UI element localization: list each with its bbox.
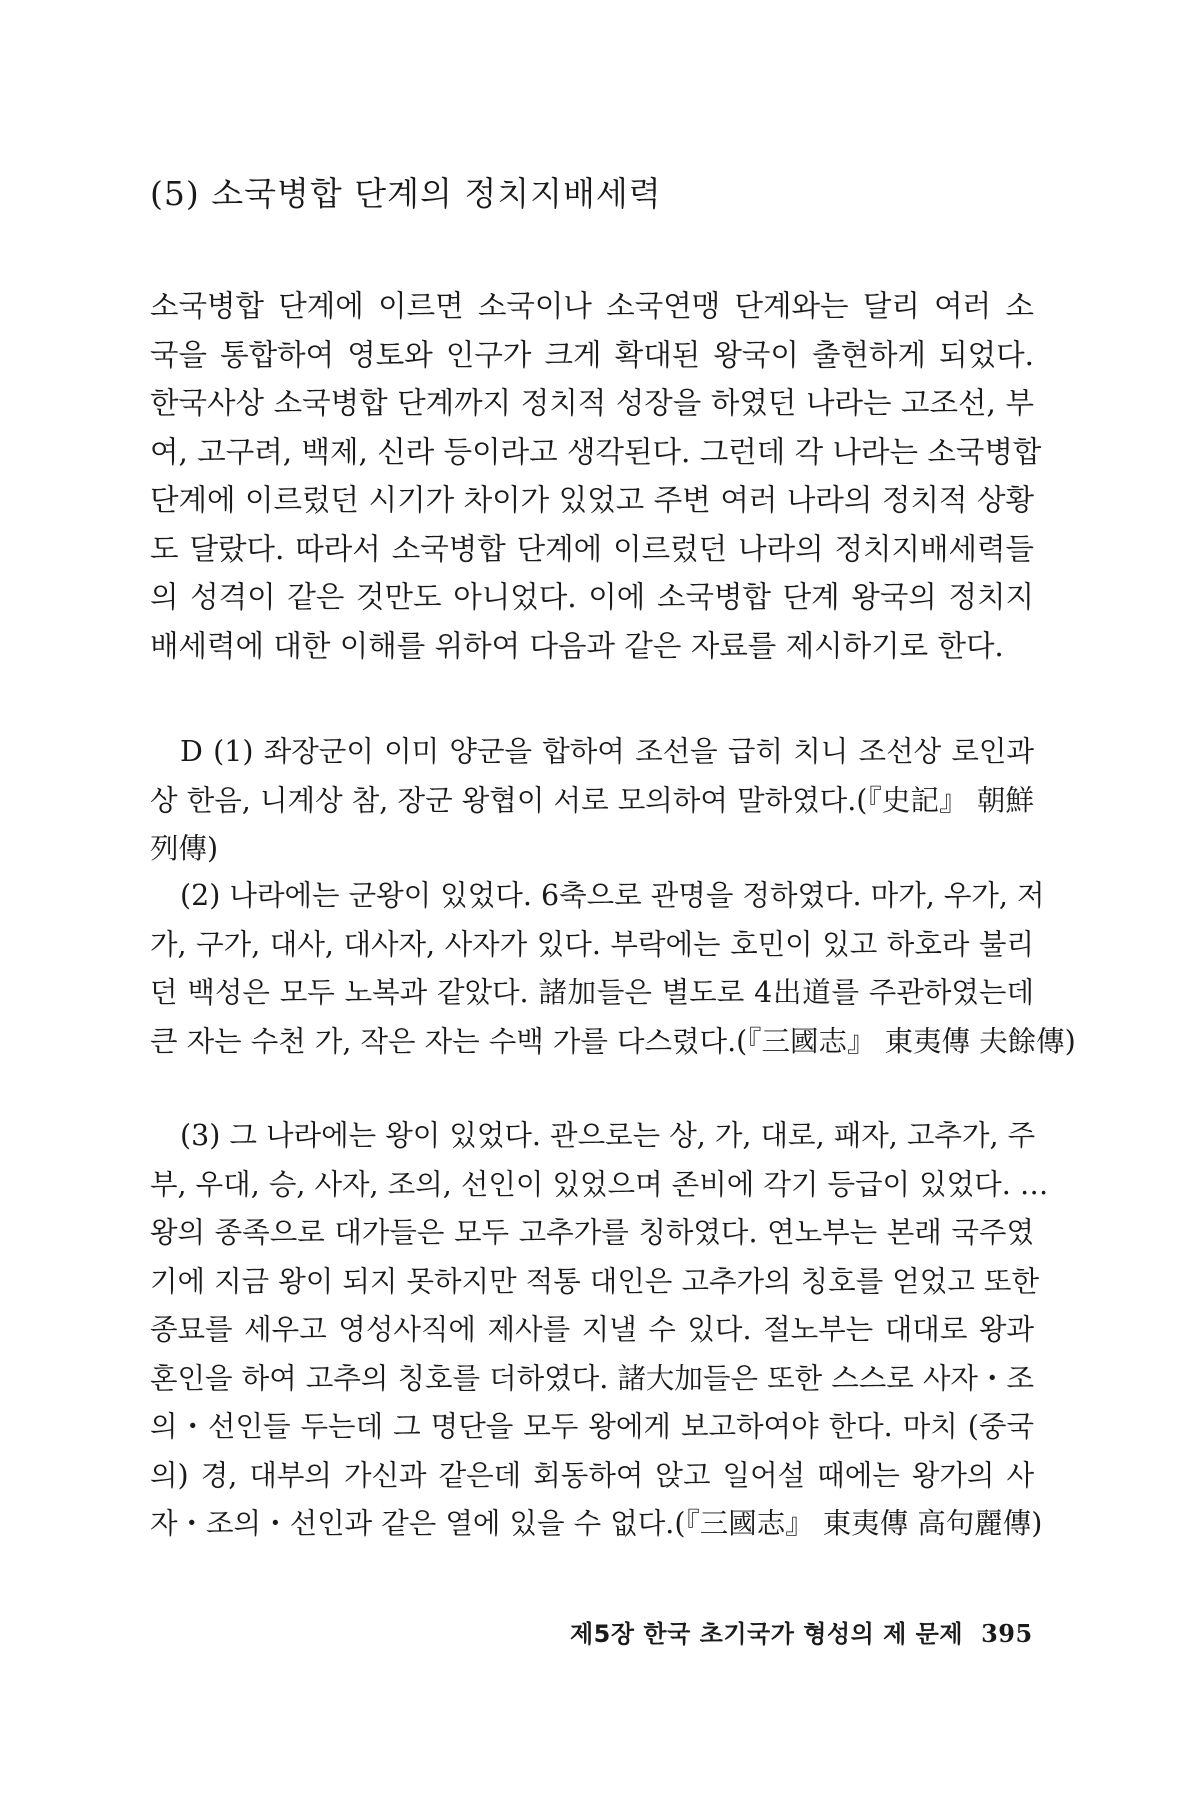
intro-line: 단계에 이르렀던 시기가 차이가 있었고 주변 여러 나라의 정치적 상황 bbox=[150, 483, 1034, 517]
quote-line: 상 한음, 니계상 참, 장군 왕협이 서로 모의하여 말하였다.(『史記』 朝鮮 bbox=[150, 783, 1034, 817]
quote-line: 자・조의・선인과 같은 열에 있을 수 없다.(『三國志』 東夷傳 高句麗傳) bbox=[150, 1507, 1043, 1540]
quote-line: 왕의 종족으로 대가들은 모두 고추가를 칭하였다. 연노부는 본래 국주였 bbox=[150, 1216, 1034, 1249]
page-number: 395 bbox=[981, 1619, 1033, 1648]
section-heading: (5) 소국병합 단계의 정치지배세력 bbox=[150, 174, 662, 213]
intro-line: 국을 통합하여 영토와 인구가 크게 확대된 왕국이 출현하게 되었다. bbox=[150, 337, 1034, 372]
intro-line: 배세력에 대한 이해를 위하여 다음과 같은 자료를 제시하기로 한다. bbox=[150, 628, 1004, 663]
quote-d1 bbox=[150, 728, 1034, 874]
quote-line: D (1) 좌장군이 이미 양군을 합하여 조선을 급히 치니 조선상 로인과 bbox=[180, 735, 1034, 768]
intro-line: 의 성격이 같은 것만도 아니었다. 이에 소국병합 단계 왕국의 정치지 bbox=[150, 580, 1034, 614]
running-title: 제5장 한국 초기국가 형성의 제 문제 bbox=[570, 1620, 964, 1648]
intro-line: 소국병합 단계에 이르면 소국이나 소국연맹 단계와는 달리 여러 소 bbox=[150, 289, 1034, 323]
intro-line: 도 달랐다. 따라서 소국병합 단계에 이르렀던 나라의 정치지배세력들 bbox=[150, 531, 1034, 566]
intro-line: 한국사상 소국병합 단계까지 정치적 성장을 하였던 나라는 고조선, 부 bbox=[150, 386, 1034, 420]
quote-line: 부, 우대, 승, 사자, 조의, 선인이 있었으며 존비에 각기 등급이 있었다. … bbox=[150, 1167, 1049, 1201]
quote-line: 기에 지금 왕이 되지 못하지만 적통 대인은 고추가의 칭호를 얻었고 또한 bbox=[150, 1264, 1039, 1298]
quote-line: 종묘를 세우고 영성사직에 제사를 지낼 수 있다. 절노부는 대대로 왕과 bbox=[150, 1313, 1034, 1346]
quote-line: 큰 자는 수천 가, 작은 자는 수백 가를 다스렸다.(『三國志』 東夷傳 夫餘傳) bbox=[150, 1024, 1076, 1058]
quote-line: 의・선인들 두는데 그 명단을 모두 왕에게 보고하여야 한다. 마치 (중국 bbox=[150, 1410, 1034, 1443]
intro-paragraph bbox=[150, 282, 1042, 670]
quote-line: 혼인을 하여 고추의 칭호를 더하였다. 諸大加들은 또한 스스로 사자・조 bbox=[150, 1361, 1034, 1395]
quote-d3 bbox=[150, 1112, 1049, 1549]
page-footer bbox=[570, 1614, 1033, 1649]
quote-line: 던 백성은 모두 노복과 같았다. 諸加들은 별도로 4出道를 주관하였는데 bbox=[150, 976, 1034, 1009]
quote-line: 列傳) bbox=[150, 832, 219, 865]
quote-line: (3) 그 나라에는 왕이 있었다. 관으로는 상, 가, 대로, 패자, 고추가, 주 bbox=[180, 1119, 1036, 1152]
quote-line: (2) 나라에는 군왕이 있었다. 6축으로 관명을 정하였다. 마가, 우가, 저 bbox=[180, 879, 1045, 912]
quote-line: 의) 경, 대부의 가신과 같은데 회동하여 앉고 일어설 때에는 왕가의 사 bbox=[150, 1458, 1034, 1492]
quote-line: 가, 구가, 대사, 대사자, 사자가 있다. 부락에는 호민이 있고 하호라 불리 bbox=[150, 927, 1034, 961]
quote-d2 bbox=[150, 872, 1076, 1066]
intro-line: 여, 고구려, 백제, 신라 등이라고 생각된다. 그런데 각 나라는 소국병합 bbox=[150, 434, 1042, 469]
